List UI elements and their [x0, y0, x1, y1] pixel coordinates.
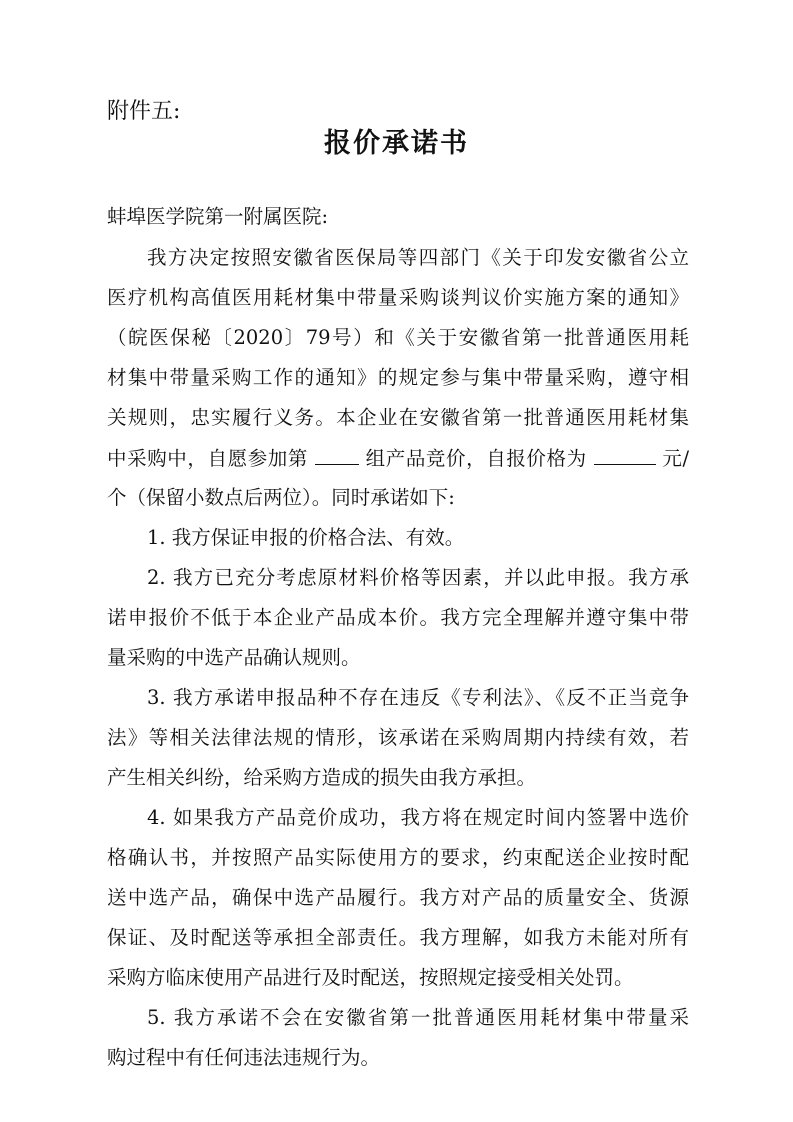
commitment-2-cont: 量采购的中选产品确认规则。 [107, 646, 361, 669]
commitment-2: 2. 我方已充分考虑原材料价格等因素，并以此申报。我方承 [147, 566, 689, 589]
quote-text-a: 中采购中，自愿参加第 [107, 447, 308, 470]
document-title: 报价承诺书 [324, 128, 469, 159]
commitment-3-cont: 法》等相关法律法规的情形，该承诺在采购周期内持续有效，若 [107, 726, 689, 749]
commitment-5: 5. 我方承诺不会在安徽省第一批普通医用耗材集中带量采 [147, 1006, 689, 1029]
addressee: 蚌埠医学院第一附属医院: [107, 205, 329, 228]
body-line: 我方决定按照安徽省医保局等四部门《关于印发安徽省公立 [147, 246, 689, 269]
attachment-label: 附件五: [107, 99, 181, 124]
body-line: 关规则，忠实履行义务。本企业在安徽省第一批普通医用耗材集 [107, 406, 689, 429]
body-line: （皖医保秘〔2020〕79号）和《关于安徽省第一批普通医用耗 [107, 326, 689, 349]
body-line: 个（保留小数点后两位）。同时承诺如下: [107, 486, 455, 509]
commitment-3-cont: 产生相关纠纷，给采购方造成的损失由我方承担。 [107, 766, 537, 789]
commitment-4-cont: 保证、及时配送等承担全部责任。我方理解，如我方未能对所有 [107, 926, 689, 949]
commitment-1: 1. 我方保证申报的价格合法、有效。 [147, 526, 465, 549]
commitment-2-cont: 诺申报价不低于本企业产品成本价。我方完全理解并遵守集中带 [107, 606, 689, 629]
body-line: 材集中带量采购工作的通知》的规定参与集中带量采购，遵守相 [107, 366, 689, 389]
commitment-5-cont: 购过程中有任何违法违规行为。 [107, 1046, 381, 1069]
group-number-blank[interactable] [315, 444, 359, 465]
quote-text-c: 元/ [662, 447, 690, 470]
price-blank[interactable] [594, 444, 656, 465]
commitment-4-cont: 格确认书，并按照产品实际使用方的要求，约束配送企业按时配 [107, 846, 689, 869]
quote-line [107, 444, 689, 472]
commitment-4: 4. 如果我方产品竞价成功，我方将在规定时间内签署中选价 [147, 806, 689, 829]
body-line: 医疗机构高值医用耗材集中带量采购谈判议价实施方案的通知》 [107, 286, 689, 309]
commitment-4-cont: 送中选产品，确保中选产品履行。我方对产品的质量安全、货源 [107, 886, 689, 909]
commitment-3: 3. 我方承诺申报品种不存在违反《专利法》、《反不正当竞争 [147, 686, 689, 709]
commitment-4-cont: 采购方临床使用产品进行及时配送，按照规定接受相关处罚。 [107, 966, 634, 989]
quote-text-b: 组产品竞价，自报价格为 [365, 447, 587, 470]
